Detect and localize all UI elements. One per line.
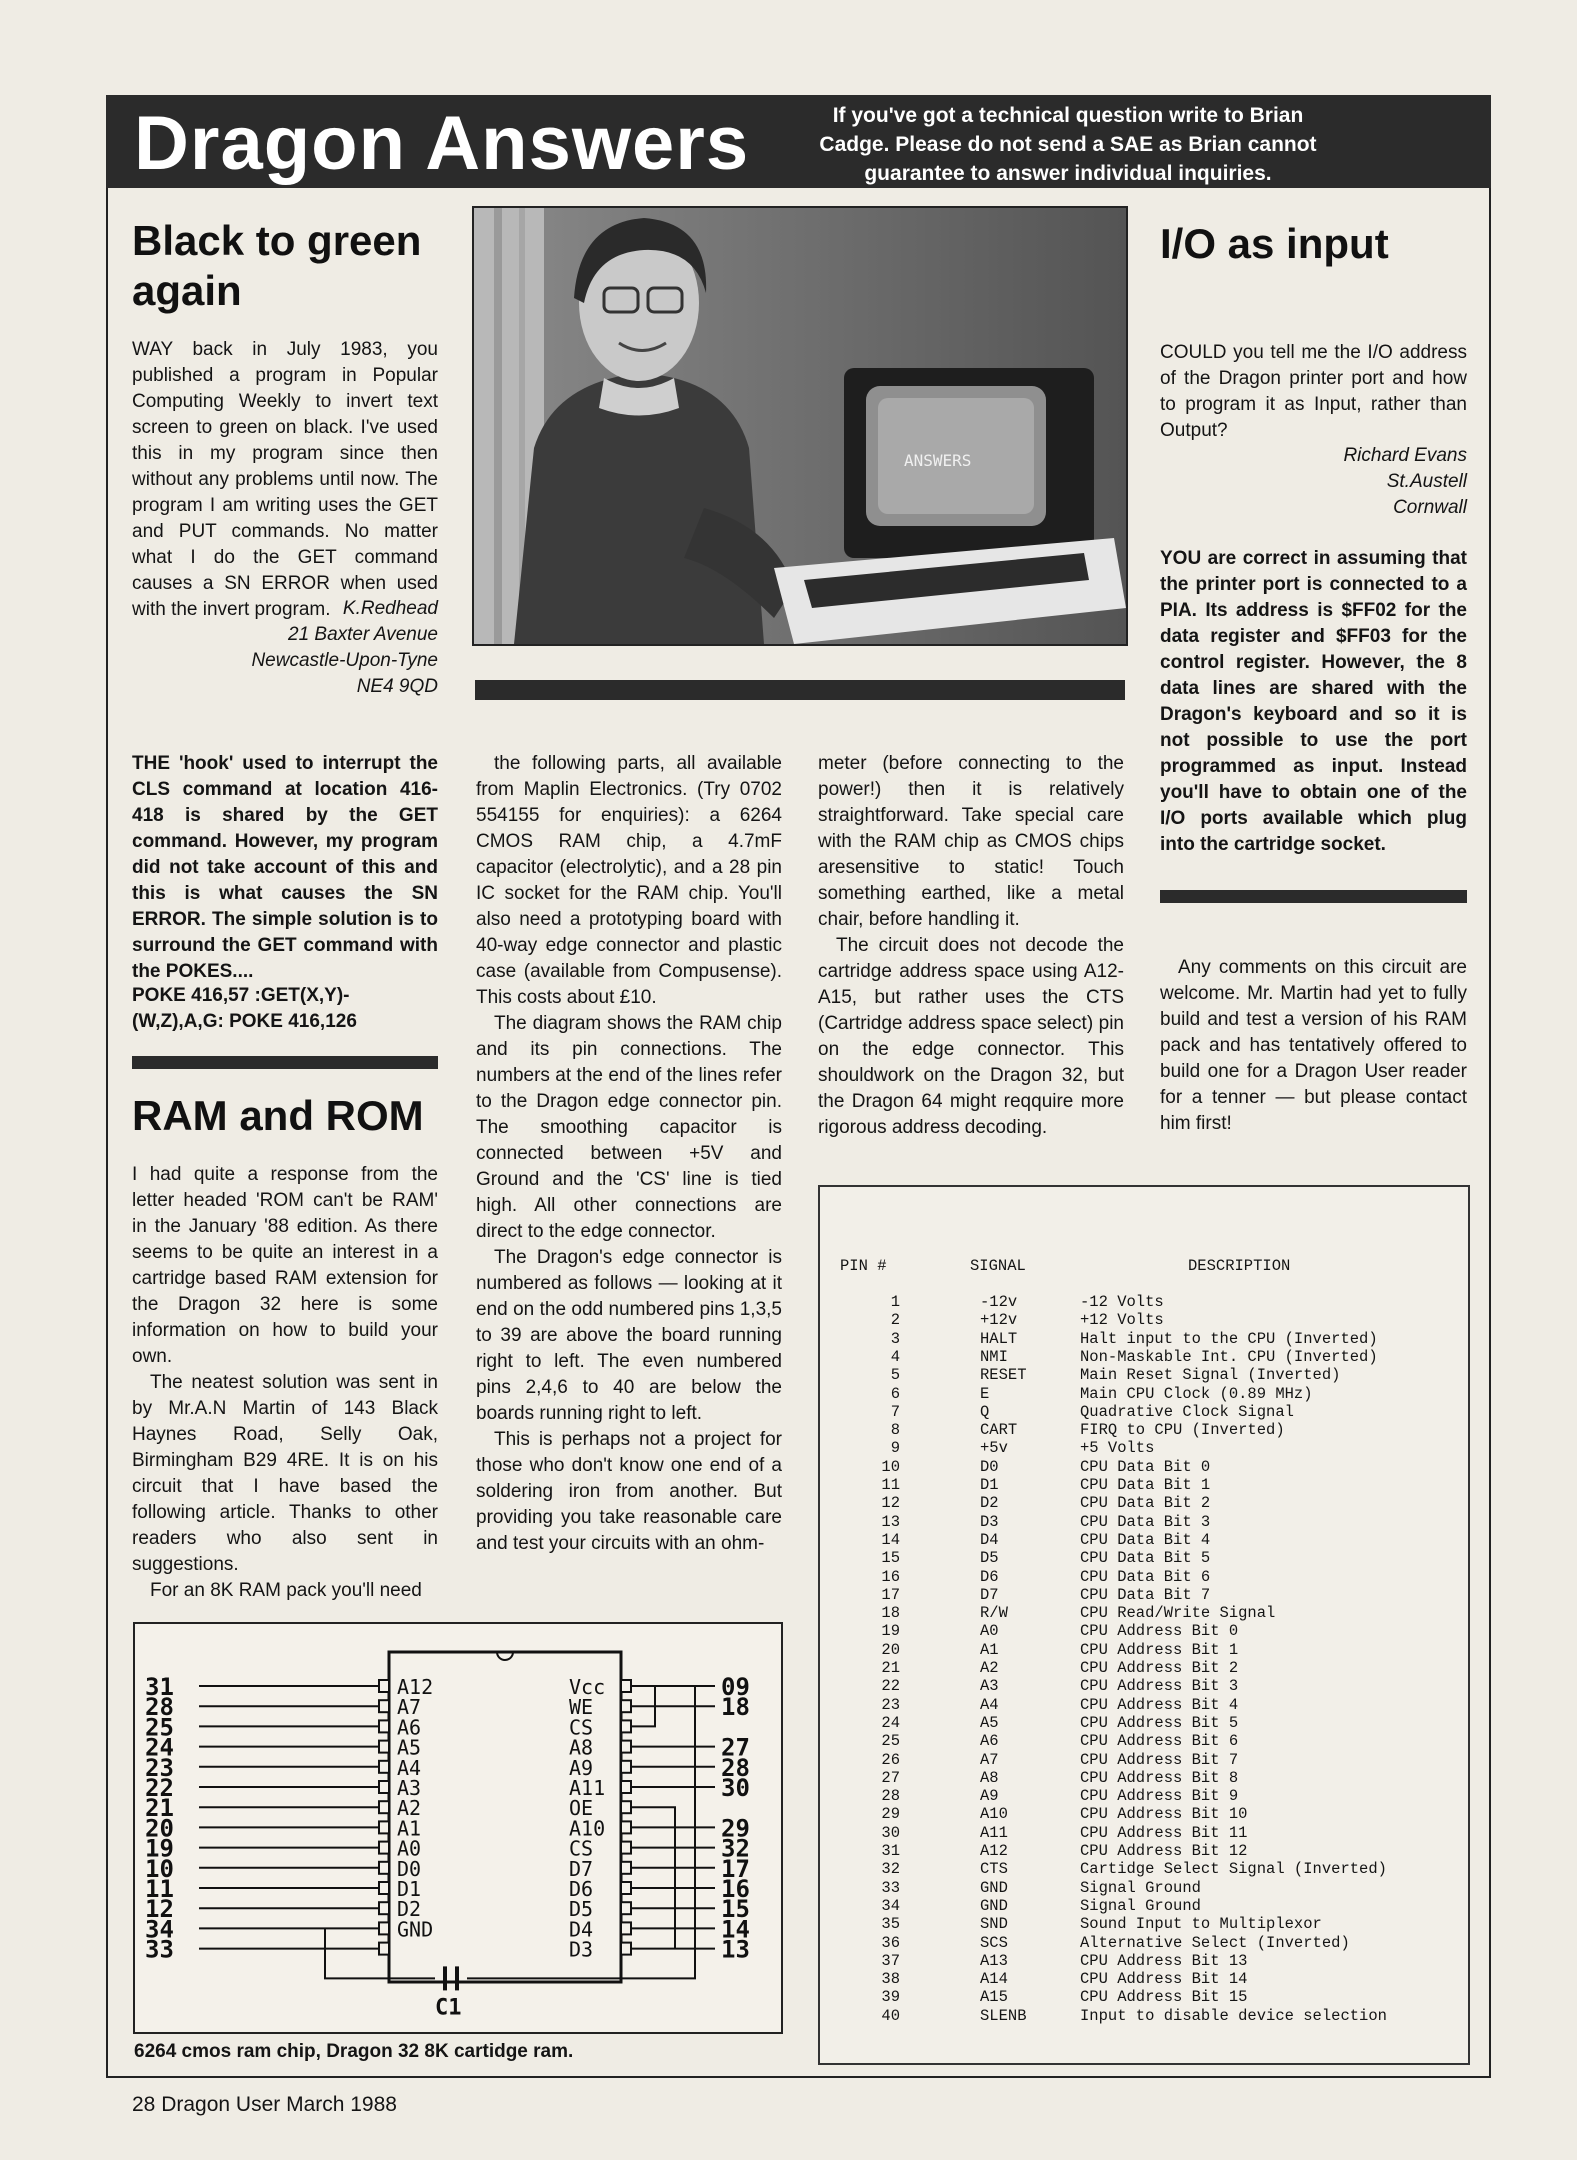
capacitor-label: C1 [435, 1995, 462, 2021]
pin-number: 17 [881, 1585, 900, 1604]
pin-number: 4 [890, 1347, 900, 1366]
pin-description: CPU Data Bit 6 [1080, 1567, 1211, 1586]
pin-number: 34 [881, 1896, 900, 1915]
photo-illustration [474, 208, 1126, 644]
left-edge-pin-number: 31 [145, 1673, 174, 1701]
pin-description: CPU Data Bit 5 [1080, 1549, 1211, 1568]
right-edge-pin-number: 27 [721, 1733, 750, 1762]
pin-description: Main CPU Clock (0.89 MHz) [1080, 1384, 1313, 1403]
left-chip-pin-label: A1 [397, 1816, 422, 1841]
pin-description: Sound Input to Multiplexor [1080, 1915, 1322, 1934]
signature-redhead: K.Redhead 21 Baxter Avenue Newcastle-Upon-Tyne NE4 9QD [251, 598, 438, 697]
heading-ram-and-rom: RAM and ROM [132, 1092, 424, 1139]
right-chip-pin-label: A9 [569, 1755, 594, 1780]
masthead-title: Dragon Answers [134, 101, 750, 186]
pin-description: CPU Address Bit 15 [1080, 1988, 1248, 2007]
pin-number: 33 [881, 1878, 900, 1897]
pin-description: +12 Volts [1080, 1311, 1164, 1330]
pin-description: Input to disable device selection [1080, 2006, 1387, 2025]
left-chip-pin-label: A12 [397, 1675, 434, 1699]
pin-signal: +12v [980, 1311, 1018, 1330]
pin-signal: A4 [980, 1695, 999, 1714]
right-edge-pin-number: 09 [721, 1673, 750, 1701]
pin-description: CPU Address Bit 11 [1080, 1823, 1248, 1842]
left-pin-box [379, 1720, 389, 1732]
right-pin-box [621, 1943, 631, 1955]
oe-tie-line [631, 1807, 675, 1948]
left-edge-pin-number: 24 [145, 1733, 174, 1762]
pin-signal: A0 [980, 1622, 999, 1641]
heading-black-to-green: Black to green again [132, 217, 422, 314]
pin-number: 38 [881, 1970, 900, 1989]
left-pin-box [379, 1680, 389, 1692]
pin-signal: A1 [980, 1640, 999, 1659]
pin-signal: HALT [980, 1329, 1018, 1348]
pin-description: CPU Address Bit 3 [1080, 1677, 1239, 1696]
pin-signal: R/W [980, 1604, 1008, 1623]
pin-description: Halt input to the CPU (Inverted) [1080, 1329, 1378, 1348]
pin-number: 2 [890, 1311, 900, 1330]
pin-signal: GND [980, 1878, 1008, 1897]
right-chip-pin-label: A11 [569, 1776, 606, 1800]
right-chip-pin-label: D4 [569, 1917, 594, 1942]
pin-number: 28 [881, 1787, 900, 1806]
pin-signal: SND [980, 1915, 1008, 1934]
pin-signal: D5 [980, 1549, 999, 1568]
left-chip-pin-label: GND [397, 1917, 434, 1942]
pin-number: 15 [881, 1549, 900, 1568]
pin-number: 40 [881, 2006, 900, 2025]
pin-signal: NMI [980, 1347, 1008, 1366]
pin-number: 12 [881, 1494, 900, 1513]
pin-description: Alternative Select (Inverted) [1080, 1933, 1350, 1952]
pin-number: 35 [881, 1915, 900, 1934]
heading-io-as-input: I/O as input [1160, 220, 1389, 267]
right-chip-pin-label: D3 [569, 1937, 594, 1962]
circuit-svg [135, 1624, 781, 2032]
pin-signal: D4 [980, 1530, 999, 1549]
left-pin-box [379, 1882, 389, 1894]
pin-number: 21 [881, 1659, 900, 1677]
pin-number: 3 [890, 1329, 900, 1348]
pin-description: CPU Data Bit 4 [1080, 1530, 1211, 1549]
pin-signal: A2 [980, 1659, 999, 1677]
left-chip-pin-label: D0 [397, 1856, 422, 1881]
left-edge-pin-number: 28 [145, 1693, 174, 1722]
pin-description: CPU Data Bit 1 [1080, 1476, 1211, 1494]
answer-black-to-green: THE 'hook' used to interrupt the CLS command at location 416-418 is shared by the GET command. However, my program did not take account of this and this is what causes the SN ERROR. The simple solution is to surround the GET command with the POKES.... [132, 753, 438, 982]
right-pin-box [621, 1741, 631, 1753]
section-rule [132, 1056, 438, 1069]
left-pin-box [379, 1801, 389, 1813]
left-chip-pin-label: A7 [397, 1695, 422, 1720]
pin-description: Signal Ground [1080, 1878, 1201, 1897]
letter-io: COULD you tell me the I/O address of the Dragon printer port and how to program it as Input, rather than Output? [1160, 342, 1467, 441]
left-edge-pin-number: 20 [145, 1814, 174, 1843]
pin-description: Non-Maskable Int. CPU (Inverted) [1080, 1347, 1378, 1366]
right-pin-box [621, 1680, 631, 1692]
left-pin-box [379, 1741, 389, 1753]
pin-description: CPU Address Bit 9 [1080, 1787, 1239, 1806]
right-edge-pin-number: 14 [721, 1915, 750, 1944]
pin-signal: E [980, 1384, 990, 1403]
pin-number: 10 [881, 1457, 900, 1476]
photo-rule [475, 680, 1125, 700]
pin-number: 18 [881, 1604, 900, 1623]
pin-signal: RESET [980, 1366, 1027, 1385]
pin-number: 32 [881, 1860, 900, 1879]
pin-signal: A13 [980, 1951, 1008, 1970]
pin-number: 13 [881, 1512, 900, 1531]
pin-signal: D0 [980, 1457, 999, 1476]
pin-signal: D1 [980, 1476, 999, 1494]
right-pin-box [621, 1862, 631, 1874]
pin-signal: A10 [980, 1805, 1008, 1824]
answer-io: YOU are correct in assuming that the printer port is connected to a PIA. Its address is $FF02 for the data register and $FF03 for the control register. However, the 8 data lines are shared with the Dragon's keyboard and so it is not possible to use the port programmed as input. Instead you'll have to obtain one of the I/O ports available which plug into the cartridge socket. [1160, 548, 1467, 855]
right-edge-pin-number: 32 [721, 1834, 750, 1863]
pin-description: +5 Volts [1080, 1439, 1155, 1458]
left-edge-pin-number: 12 [145, 1895, 174, 1924]
pin-number: 31 [881, 1842, 900, 1860]
pin-number: 16 [881, 1567, 900, 1586]
pin-description: CPU Address Bit 4 [1080, 1695, 1239, 1714]
pin-signal: GND [980, 1896, 1008, 1915]
left-chip-pin-label: D2 [397, 1897, 422, 1922]
pin-signal: D7 [980, 1585, 999, 1604]
pin-description: CPU Data Bit 3 [1080, 1512, 1211, 1531]
right-chip-pin-label: D5 [569, 1897, 594, 1922]
right-edge-pin-number: 29 [721, 1814, 750, 1843]
pin-number: 5 [890, 1366, 900, 1385]
ram-col3: meter (before connecting to the power!) then it is relatively straightforward. Take special care with the RAM chip as CMOS chips aresensitive to static! Touch something earthed, like a metal chair, before handling it. The circuit does not decode the cartridge address space using A12-A15, but rather uses the CTS (Cartridge address space select) pin on the edge connector. This shouldwork on the Dragon 32, but the Dragon 64 might reqquire more rigorous address decoding. [818, 753, 1124, 1138]
left-pin-box [379, 1781, 389, 1793]
pin-signal: A8 [980, 1768, 999, 1787]
pin-description: CPU Data Bit 2 [1080, 1494, 1211, 1513]
pin-number: 14 [881, 1530, 900, 1549]
left-edge-pin-number: 23 [145, 1753, 174, 1782]
left-edge-pin-number: 22 [145, 1774, 174, 1802]
right-pin-box [621, 1761, 631, 1773]
right-chip-pin-label: WE [569, 1695, 594, 1720]
left-chip-pin-label: A3 [397, 1776, 422, 1800]
right-chip-pin-label: D6 [569, 1877, 594, 1901]
circuit-diagram [133, 1622, 783, 2034]
pin-number: 11 [881, 1476, 900, 1494]
right-chip-pin-label: Vcc [569, 1675, 606, 1699]
right-edge-pin-number: 18 [721, 1693, 750, 1722]
pin-signal: Q [980, 1402, 990, 1421]
pin-description: CPU Address Bit 14 [1080, 1970, 1248, 1989]
pin-number: 39 [881, 1988, 900, 2007]
right-chip-pin-label: CS [569, 1715, 594, 1740]
pin-signal: D2 [980, 1494, 999, 1513]
left-edge-pin-number: 10 [145, 1854, 174, 1883]
pin-description: CPU Address Bit 8 [1080, 1768, 1239, 1787]
pin-signal: +5v [980, 1439, 1008, 1458]
pin-number: 26 [881, 1750, 900, 1769]
pin-signal: A15 [980, 1988, 1008, 2007]
right-chip-pin-label: A10 [569, 1816, 606, 1841]
pin-number: 23 [881, 1695, 900, 1714]
right-pin-box [621, 1902, 631, 1914]
left-pin-box [379, 1821, 389, 1833]
left-edge-pin-number: 21 [145, 1794, 174, 1823]
right-pin-box [621, 1781, 631, 1793]
right-edge-pin-number: 30 [721, 1774, 750, 1802]
left-edge-pin-number: 34 [145, 1915, 174, 1944]
left-chip-pin-label: A5 [397, 1735, 422, 1760]
right-chip-pin-label: OE [569, 1796, 594, 1821]
pin-signal: A14 [980, 1970, 1008, 1989]
closing-note: Any comments on this circuit are welcome. Mr. Martin had yet to fully build and test a version of his RAM pack and has tentatively offered to build one for a Dragon User reader for a tenner — but please contact him first! [1160, 957, 1467, 1134]
pin-signal: SCS [980, 1933, 1008, 1952]
pin-number: 20 [881, 1640, 900, 1659]
left-pin-box [379, 1761, 389, 1773]
left-chip-pin-label: D1 [397, 1877, 422, 1901]
pin-signal: SLENB [980, 2006, 1027, 2025]
right-edge-pin-number: 28 [721, 1753, 750, 1782]
pin-number: 19 [881, 1622, 900, 1641]
pin-number: 22 [881, 1677, 900, 1696]
left-chip-pin-label: A0 [397, 1836, 422, 1861]
pin-description: CPU Address Bit 1 [1080, 1640, 1239, 1659]
signature-evans: Richard Evans St.Austell Cornwall [1343, 445, 1467, 518]
pin-description: CPU Data Bit 7 [1080, 1585, 1211, 1604]
right-chip-pin-label: CS [569, 1836, 594, 1861]
pin-signal: CART [980, 1421, 1018, 1440]
left-chip-pin-label: A6 [397, 1715, 422, 1740]
pin-description: CPU Data Bit 0 [1080, 1457, 1211, 1476]
pin-signal: CTS [980, 1860, 1008, 1879]
right-pin-box [621, 1821, 631, 1833]
masthead-note: If you've got a technical question write to Brian Cadge. Please do not send a SAE as Brian cannot guarantee to answer individual inquiries. [819, 104, 1317, 185]
pin-signal: A6 [980, 1732, 999, 1751]
monitor-screen-text: ANSWERS [904, 451, 972, 470]
pin-number: 8 [890, 1421, 900, 1440]
pin-number: 30 [881, 1823, 900, 1842]
right-pin-box [621, 1922, 631, 1934]
left-chip-pin-label: A2 [397, 1796, 422, 1821]
pin-table-header-signal: SIGNAL [970, 1257, 1026, 1275]
photo-brian-cadge [472, 206, 1128, 646]
left-chip-pin-label: A4 [397, 1755, 422, 1780]
right-pin-box [621, 1882, 631, 1894]
left-pin-box [379, 1862, 389, 1874]
pin-signal: -12v [980, 1293, 1018, 1311]
right-pin-box [621, 1842, 631, 1854]
pin-number: 7 [890, 1402, 900, 1421]
pin-description: CPU Read/Write Signal [1080, 1604, 1276, 1623]
diagram-caption: 6264 cmos ram chip, Dragon 32 8K cartidge ram. [134, 2041, 574, 2062]
pin-number: 6 [890, 1384, 900, 1403]
pin-description: CPU Address Bit 7 [1080, 1750, 1239, 1769]
pin-description: Quadrative Clock Signal [1080, 1402, 1294, 1421]
ram-col1: I had quite a response from the letter headed 'ROM can't be RAM' in the January '88 edition. As there seems to be quite an interest in a cartridge based RAM extension for the Dragon 32 here is some information on how to build your own. The neatest solution was sent in by Mr.A.N Martin of 143 Black Haynes Road, Selly Oak, Birmingham B29 4RE. It is on his circuit that I have based the following article. Thanks to other readers who also sent in suggestions. For an 8K RAM pack you'll need [132, 1164, 438, 1601]
pin-number: 29 [881, 1805, 900, 1824]
pin-description: CPU Address Bit 12 [1080, 1842, 1248, 1860]
left-edge-pin-number: 25 [145, 1713, 174, 1742]
pin-description: Signal Ground [1080, 1896, 1201, 1915]
left-pin-box [379, 1842, 389, 1854]
pin-description: CPU Address Bit 0 [1080, 1622, 1239, 1641]
pin-table-header-description: DESCRIPTION [1188, 1257, 1291, 1275]
pin-description: CPU Address Bit 6 [1080, 1732, 1239, 1751]
pin-description: CPU Address Bit 2 [1080, 1659, 1239, 1677]
pin-number: 24 [881, 1713, 900, 1732]
pin-signal: A7 [980, 1750, 999, 1769]
right-pin-box [621, 1700, 631, 1712]
right-edge-pin-number: 15 [721, 1895, 750, 1924]
right-chip-pin-label: A8 [569, 1735, 594, 1760]
pin-signal: A3 [980, 1677, 999, 1696]
pin-number: 9 [890, 1439, 900, 1458]
pin-description: -12 Volts [1080, 1293, 1164, 1311]
poke-code: POKE 416,57 :GET(X,Y)-(W,Z),A,G: POKE 416,126 [132, 985, 357, 1032]
pin-description: Main Reset Signal (Inverted) [1080, 1366, 1341, 1385]
pin-description: CPU Address Bit 10 [1080, 1805, 1248, 1824]
left-pin-box [379, 1902, 389, 1914]
pin-number: 36 [881, 1933, 900, 1952]
left-pin-box [379, 1700, 389, 1712]
pin-number: 37 [881, 1951, 900, 1970]
section-rule-io [1160, 890, 1467, 903]
left-edge-pin-number: 33 [145, 1935, 174, 1964]
left-pin-box [379, 1943, 389, 1955]
pin-signal: A11 [980, 1823, 1008, 1842]
left-pin-box [379, 1922, 389, 1934]
pin-number: 25 [881, 1732, 900, 1751]
pin-description: FIRQ to CPU (Inverted) [1080, 1421, 1285, 1440]
pin-description: CPU Address Bit 13 [1080, 1951, 1248, 1970]
pin-signal: A5 [980, 1713, 999, 1732]
pin-table-header-pin: PIN # [840, 1257, 887, 1275]
pin-signal: A12 [980, 1842, 1008, 1860]
pin-description: Cartidge Select Signal (Inverted) [1080, 1860, 1387, 1879]
pin-signal: D3 [980, 1512, 999, 1531]
pin-description: CPU Address Bit 5 [1080, 1713, 1239, 1732]
pin-signal: A9 [980, 1787, 999, 1806]
left-edge-pin-number: 11 [145, 1875, 174, 1903]
right-edge-pin-number: 13 [721, 1935, 750, 1964]
left-edge-pin-number: 19 [145, 1834, 174, 1863]
letter-black-to-green: WAY back in July 1983, you published a program in Popular Computing Weekly to invert text screen to green on black. I've used this in my program since then without any problems until now. The program I am writing uses the GET and PUT commands. No matter what I do the GET command causes a SN ERROR when used with the invert program. [132, 339, 438, 620]
pin-number: 1 [890, 1293, 900, 1311]
page-folio: 28 Dragon User March 1988 [132, 2093, 397, 2116]
ram-col2: the following parts, all available from Maplin Electronics. (Try 0702 554155 for enquiries): a 6264 CMOS RAM chip, a 4.7mF capacitor (electrolytic), and a 28 pin IC socket for the RAM chip. You'll also need a prototyping board with 40-way edge connector and plastic case (available from Compusense). This costs about £10. The diagram shows the RAM chip and its pin connections. The numbers at the end of the lines refer to the Dragon edge connector pin. The smoothing capacitor is connected between +5V and Ground and the 'CS' line is tied high. All other connections are direct to the edge connector. The Dragon's edge connector is numbered as follows — looking at it end on the odd numbered pins 1,3,5 to 39 are above the board running right to left. The even numbered pins 2,4,6 to 40 are below the boards running right to left. This is perhaps not a project for those who don't know one end of a soldering iron from another. But providing you take reasonable care and test your circuits with an ohm- [476, 753, 782, 1554]
right-edge-pin-number: 17 [721, 1854, 750, 1883]
pin-signal: D6 [980, 1567, 999, 1586]
right-edge-pin-number: 16 [721, 1875, 750, 1903]
right-pin-box [621, 1720, 631, 1732]
pin-table [818, 1185, 1470, 2065]
pin-number: 27 [881, 1768, 900, 1787]
right-pin-box [621, 1801, 631, 1813]
right-chip-pin-label: D7 [569, 1856, 594, 1881]
